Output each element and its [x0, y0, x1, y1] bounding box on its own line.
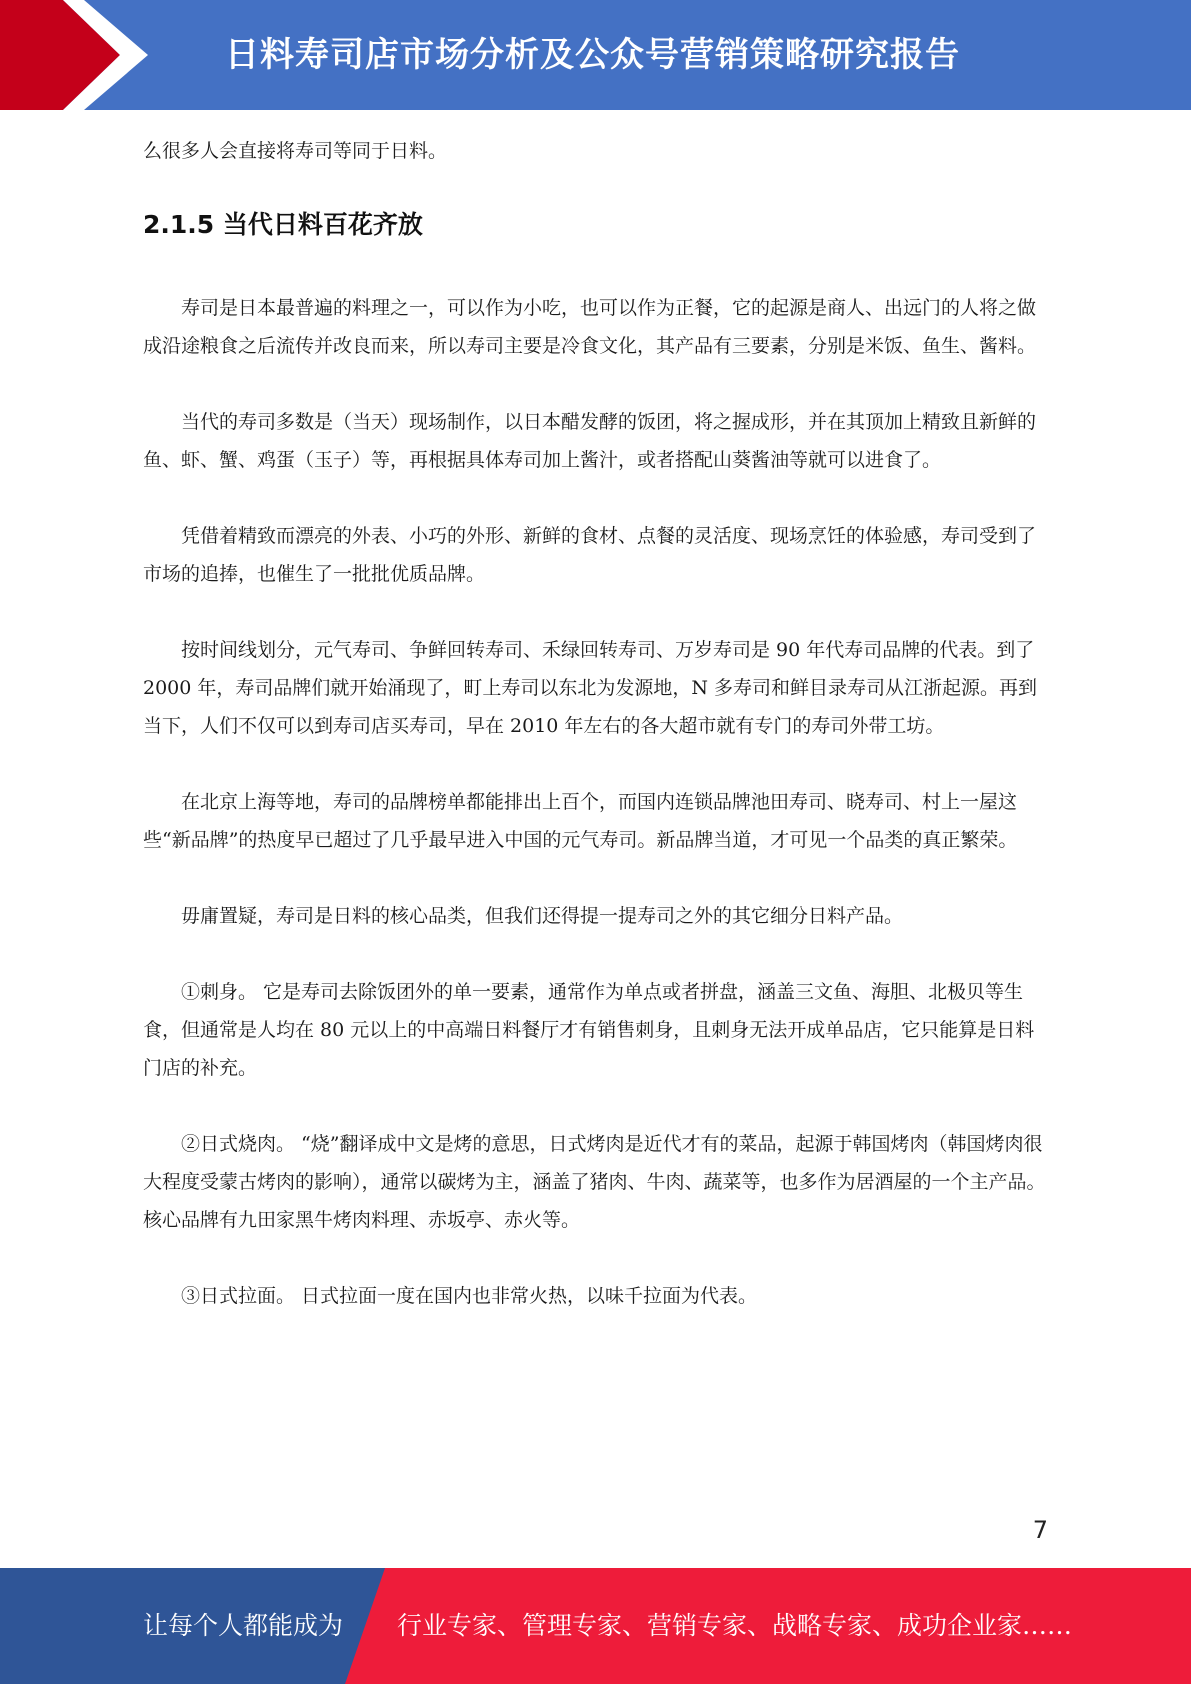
- paragraph: 在北京上海等地，寿司的品牌榜单都能排出上百个，而国内连锁品牌池田寿司、晓寿司、村上一屋这些“新品牌”的热度早已超过了几乎最早进入中国的元气寿司。新品牌当道，才可见一个品类的真正繁荣。: [143, 791, 1018, 851]
- footer-slogan-right: 行业专家、管理专家、营销专家、战略专家、成功企业家……: [397, 1611, 1073, 1640]
- document-body: [143, 132, 1048, 1315]
- section-heading: 2.1.5 当代日料百花齐放: [143, 210, 423, 239]
- chevron-arrow-icon: [0, 0, 160, 110]
- paragraph-yakiniku: ②日式烧肉。 “烧”翻译成中文是烤的意思，日式烤肉是近代才有的菜品，起源于韩国烤肉（韩国烤肉很大程度受蒙古烤肉的影响），通常以碳烤为主，涵盖了猪肉、牛肉、蔬菜等，也多作为居酒屋的一个主产品。核心品牌有九田家黑牛烤肉料理、赤坂亭、赤火等。: [143, 1133, 1046, 1231]
- paragraph: 寿司是日本最普遍的料理之一，可以作为小吃，也可以作为正餐，它的起源是商人、出远门的人将之做成沿途粮食之后流传并改良而来，所以寿司主要是冷食文化，其产品有三要素，分别是米饭、鱼生、酱料。: [143, 297, 1037, 357]
- paragraph: 毋庸置疑，寿司是日料的核心品类，但我们还得提一提寿司之外的其它细分日料产品。: [181, 905, 904, 927]
- footer-slogan-left: 让每个人都能成为: [143, 1611, 344, 1640]
- lead-text: 么很多人会直接将寿司等同于日料。: [143, 140, 448, 162]
- paragraph-sashimi: ①刺身。 它是寿司去除饭团外的单一要素，通常作为单点或者拼盘，涵盖三文鱼、海胆、北极贝等生食，但通常是人均在 80 元以上的中高端日料餐厅才有销售刺身，且刺身无法开成单品店，它只能算是日料门店的补充。: [143, 981, 1035, 1079]
- report-title: 日料寿司店市场分析及公众号营销策略研究报告: [225, 35, 960, 75]
- paragraph: 按时间线划分，元气寿司、争鲜回转寿司、禾绿回转寿司、万岁寿司是 90 年代寿司品牌的代表。到了 2000 年，寿司品牌们就开始涌现了，町上寿司以东北为发源地，N 多寿司和鲜目录寿司从江浙起源。再到当下，人们不仅可以到寿司店买寿司，早在 2010 年左右的各大超市就有专门的寿司外带工坊。: [143, 639, 1038, 737]
- paragraph: 当代的寿司多数是（当天）现场制作，以日本醋发酵的饭团，将之握成形，并在其顶加上精致且新鲜的鱼、虾、蟹、鸡蛋（玉子）等，再根据具体寿司加上酱汁，或者搭配山葵酱油等就可以进食了。: [143, 411, 1037, 471]
- paragraph: 凭借着精致而漂亮的外表、小巧的外形、新鲜的食材、点餐的灵活度、现场烹饪的体验感，寿司受到了市场的追捧，也催生了一批批优质品牌。: [143, 525, 1037, 585]
- header-bar: [0, 0, 1191, 110]
- paragraph-ramen: ③日式拉面。 日式拉面一度在国内也非常火热，以味千拉面为代表。: [181, 1285, 758, 1307]
- page-number: 7: [1032, 1516, 1048, 1544]
- footer-bar: [0, 1568, 1191, 1684]
